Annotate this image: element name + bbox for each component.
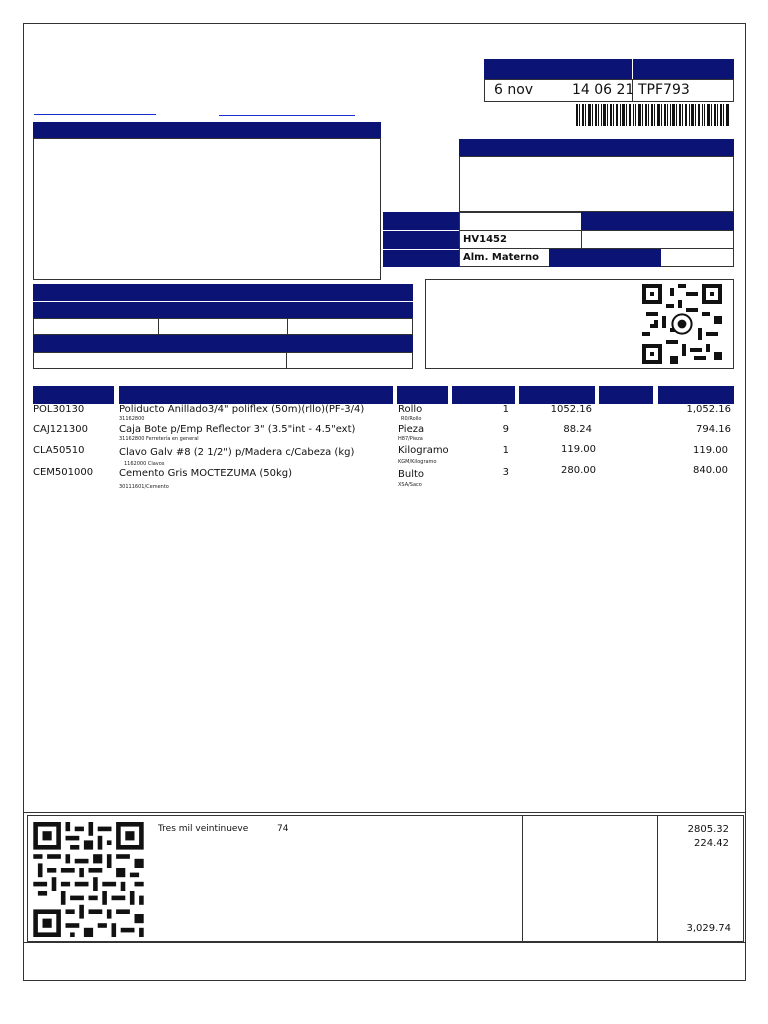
item-amount: 1,052.16: [686, 404, 731, 415]
item-unit: Kilogramo: [398, 445, 449, 456]
item-amount: 119.00: [693, 445, 728, 456]
warehouse-name: Alm. Materno: [463, 252, 540, 263]
warehouse-label-cell-1: [383, 212, 459, 230]
item-code: CLA50510: [33, 445, 85, 456]
amount-cents: 74: [277, 824, 289, 834]
item-sat-code: 30111601/Cemento: [119, 484, 169, 490]
payment-row-2: [33, 352, 413, 369]
item-unit-sat: KGM/Kilogramo: [398, 459, 437, 465]
table-row: [0, 402, 768, 422]
sat-qr-code: [33, 822, 144, 937]
receiver-header-bar: [459, 139, 734, 156]
item-qty: 3: [502, 467, 509, 478]
table-row: [0, 466, 768, 492]
item-price: 119.00: [561, 444, 596, 455]
footer-top-line: [23, 812, 746, 813]
item-qty: 1: [502, 404, 509, 415]
payment-header-bar-3: [33, 335, 413, 352]
item-code: CEM501000: [33, 467, 94, 478]
footer-bottom-line: [23, 942, 746, 943]
receiver-box: [459, 156, 734, 212]
payment-header-bar-1: [33, 284, 413, 301]
warehouse-value-header: [581, 212, 734, 230]
folio-barcode: [576, 104, 730, 126]
item-price: 280.00: [561, 465, 596, 476]
item-description: Poliducto Anillado3/4" poliflex (50m)(rllo)(PF-3/4): [119, 404, 365, 415]
folio-number: TPF793: [638, 82, 690, 98]
item-qty: 9: [502, 424, 509, 435]
item-description: Cemento Gris MOCTEZUMA (50kg): [119, 468, 293, 479]
tax-value: 224.42: [694, 838, 729, 849]
warehouse-label-cell-2: [383, 231, 459, 249]
item-unit: Pieza: [398, 424, 425, 435]
date-header-divider: [632, 59, 633, 79]
table-row: [0, 444, 768, 466]
subtotal-value: 2805.32: [687, 824, 729, 835]
date-header-bar: [484, 59, 734, 79]
item-sat-code: 1162000 Clavos: [124, 461, 165, 467]
item-code: CAJ121300: [33, 424, 88, 435]
item-description: Clavo Galv #8 (2 1/2") p/Madera c/Cabeza (kg): [119, 447, 355, 458]
table-row: [0, 422, 768, 444]
payment-header-bar-2: [33, 302, 413, 318]
footer-col-line-1: [522, 815, 523, 942]
payment-col-line-3: [286, 352, 287, 369]
issuer-box: [33, 138, 381, 280]
item-price: 88.24: [563, 424, 592, 435]
item-amount: 794.16: [696, 424, 731, 435]
item-amount: 840.00: [693, 465, 728, 476]
issuer-header-bar: [33, 122, 381, 138]
warehouse-code: HV1452: [463, 234, 507, 245]
date-day: 6 nov: [494, 82, 534, 98]
issuer-link-underline[interactable]: [34, 114, 156, 115]
item-sat-code: 31162800 Ferretería en general: [119, 436, 199, 442]
item-sat-code: 31162800: [119, 416, 145, 422]
item-unit-sat: H87/Pieza: [398, 436, 423, 442]
item-price: 1052.16: [550, 404, 592, 415]
payment-row-1: [33, 318, 413, 335]
item-description: Caja Bote p/Emp Reflector 3" (3.5"int - 4.5"ext): [119, 424, 356, 435]
whatsapp-qr-code: [642, 284, 722, 364]
date-number: 14 06 21: [572, 82, 635, 98]
warehouse-name-header: [549, 249, 661, 267]
item-unit-sat: XSA/Saco: [398, 482, 422, 488]
amount-in-words: Tres mil veintinueve: [158, 824, 249, 834]
payment-col-line-1: [158, 318, 159, 335]
item-unit-sat: R0/Rollo: [401, 416, 422, 422]
item-code: POL30130: [33, 404, 85, 415]
warehouse-label-cell-3: [383, 250, 459, 267]
footer-col-line-2: [657, 815, 658, 942]
payment-col-line-2: [287, 318, 288, 335]
warehouse-row-line-1: [459, 230, 734, 231]
item-unit: Rollo: [398, 404, 423, 415]
item-qty: 1: [502, 445, 509, 456]
total-value: 3,029.74: [686, 923, 731, 934]
item-unit: Bulto: [398, 469, 425, 480]
receiver-link-underline[interactable]: [219, 115, 355, 116]
